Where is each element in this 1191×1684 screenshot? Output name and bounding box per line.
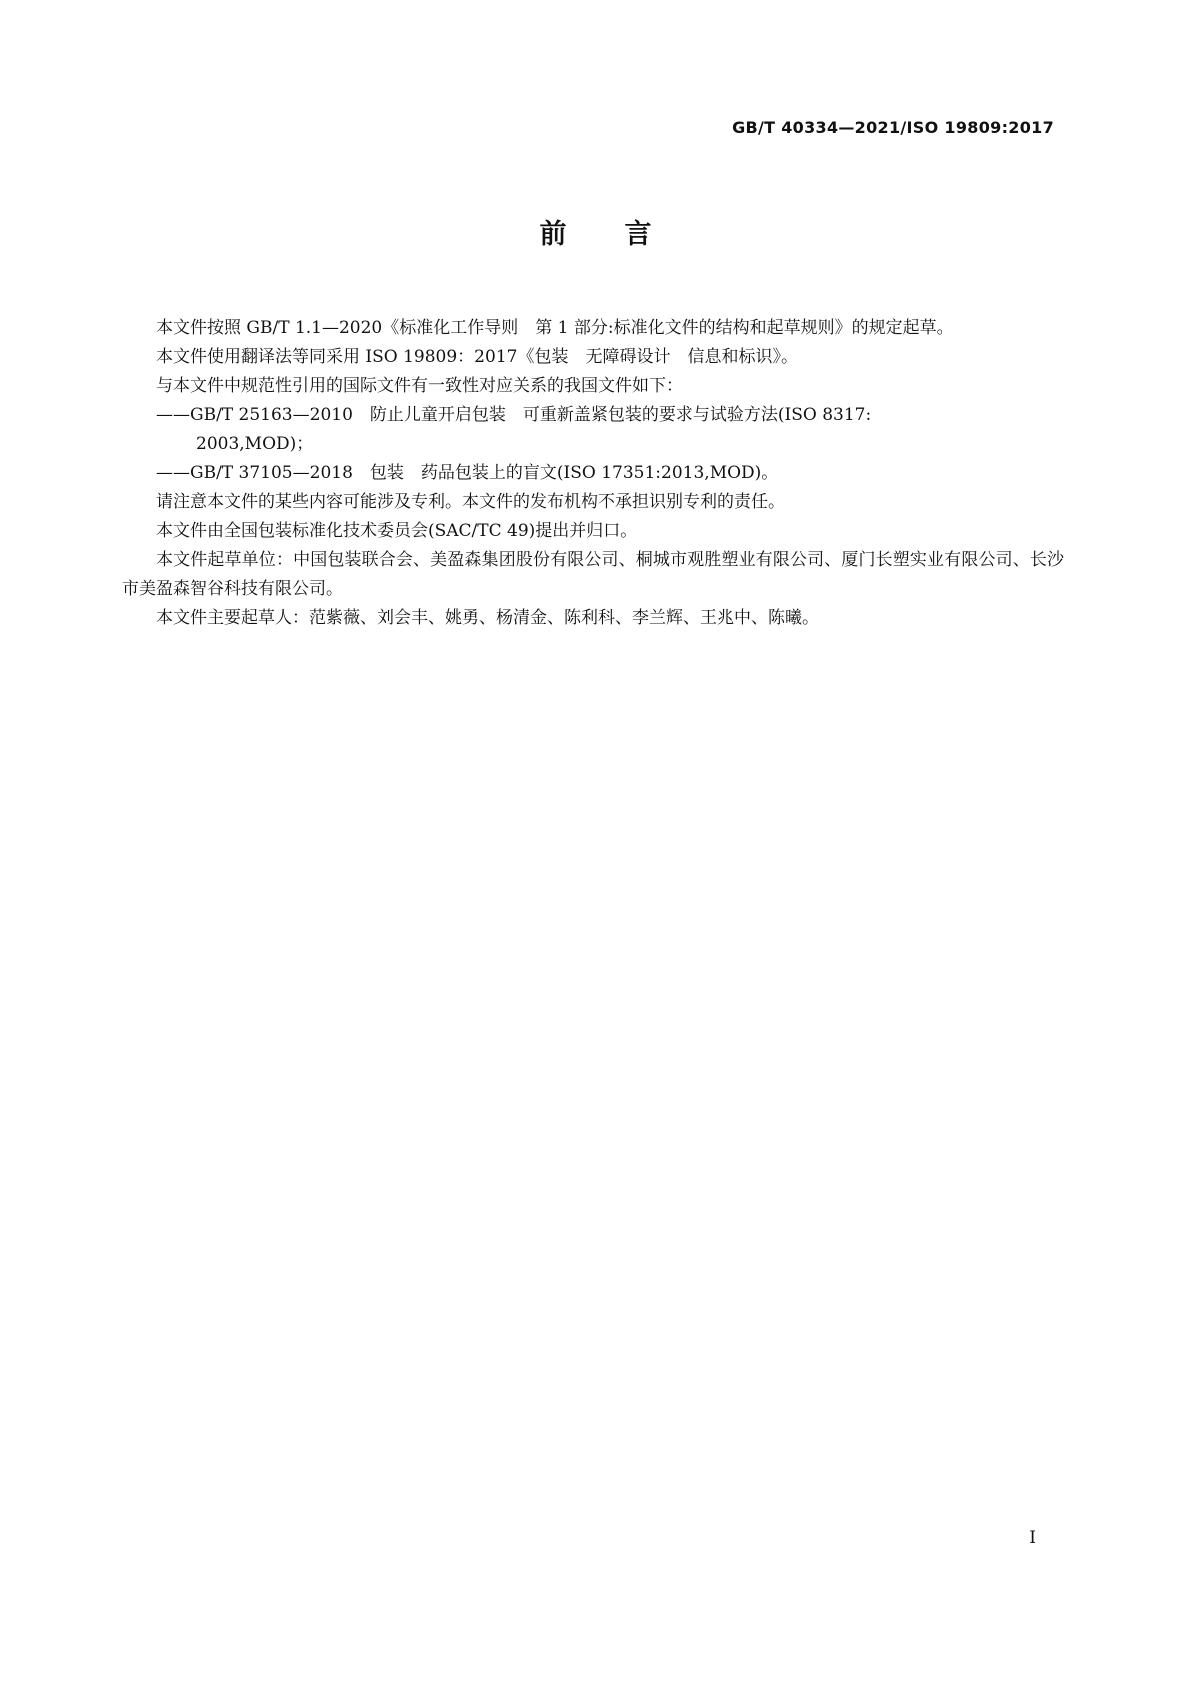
list-item-line1: ——GB/T 25163—2010 防止儿童开启包装 可重新盖紧包装的要求与试验方法(ISO 8317: [156, 405, 872, 425]
paragraph-drafting-units: 本文件起草单位：中国包装联合会、美盈森集团股份有限公司、桐城市观胜塑业有限公司、厦门长塑实业有限公司、长沙市美盈森智谷科技有限公司。 [122, 550, 1064, 599]
page-title: 前言 [539, 219, 710, 250]
list-item-line1: ——GB/T 37105—2018 包装 药品包装上的盲文(ISO 17351:2013,MOD)。 [156, 463, 779, 483]
paragraph-adoption: 本文件使用翻译法等同采用 ISO 19809：2017《包装 无障碍设计 信息和标识》。 [156, 347, 798, 367]
list-item-line2: 2003,MOD)； [196, 434, 314, 454]
list-item [122, 459, 1064, 488]
paragraph-drafting-rules: 本文件按照 GB/T 1.1—2020《标准化工作导则 第 1 部分:标准化文件的结构和起草规则》的规定起草。 [156, 318, 954, 338]
paragraph-patent-notice: 请注意本文件的某些内容可能涉及专利。本文件的发布机构不承担识别专利的责任。 [156, 492, 785, 512]
paragraph-references-intro: 与本文件中规范性引用的国际文件有一致性对应关系的我国文件如下： [156, 376, 683, 396]
standard-number-header: GB/T 40334—2021/ISO 19809:2017 [732, 118, 1054, 137]
paragraph-committee: 本文件由全国包装标准化技术委员会(SAC/TC 49)提出并归口。 [156, 521, 638, 541]
list-item [122, 401, 1064, 459]
foreword-body [122, 314, 1064, 633]
page-number: I [1029, 1528, 1036, 1548]
paragraph-drafters: 本文件主要起草人：范紫薇、刘会丰、姚勇、杨清金、陈利科、李兰辉、王兆中、陈曦。 [156, 608, 819, 628]
